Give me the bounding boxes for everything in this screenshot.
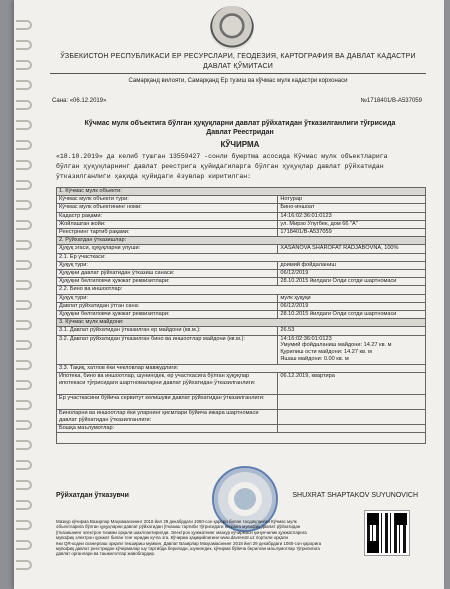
table-row: Ҳуқуқ тури: доимий фойдаланиш — [57, 261, 426, 269]
footer-line: Мазкур кўчирма Вазирлар Маҳкамасининг 2018 йил 29 декабрдаги 1060-сон қарори билан тасдиқланган Кўчмас мулк — [56, 519, 297, 524]
registrar-name: SHUXRAT SHAPTAKOV SUYUNOVICH — [292, 492, 418, 499]
state-emblem-icon — [210, 6, 254, 50]
table-row: Ер участкасини бўйича сервитут келишуви давлат рўйхатидан ўтказилганлиги: — [57, 394, 426, 409]
footer-line: ўтказишнинг электрон тизими орқали шакллантирилди. Электрон ҳужжатнинг мазкур кўчирмаси қонунчилик ҳужжатларига — [56, 529, 307, 535]
table-row: Жойлашган жойи: ул. Мирзо Улугбек, дом 66 "А" — [57, 220, 426, 228]
registry-table — [56, 187, 426, 444]
table-row: Давлат рўйхатидан ўтган сана: 06/12/2019 — [57, 302, 426, 310]
table-row: Ҳуқуқ тури: мулк ҳуқуқи — [57, 294, 426, 302]
footer-line: мувофиқ электрон ҳужжат билан тенг юридик кучга эга. Кўчирма ҳақиқийлигини www.davreestr.uz портали орқали — [56, 535, 288, 541]
header-title: ЎЗБЕКИСТОН РЕСПУБЛИКАСИ ЕР РЕСУРСЛАРИ, ГЕОДЕЗИЯ, КАРТОГРАФИЯ ВА ДАВЛАТ КАДАСТРИ — [60, 53, 416, 60]
header-subtitle: Самарқанд вилояти, Самарқанд Ер тузиш ва кўчмас мулк кадастри корхонаси — [128, 78, 348, 84]
section-heading: 1. Кўчмас мулк объекти: — [57, 188, 426, 196]
table-row: Ҳуқуқни давлат рўйхатидан ўтказиш санаси: 06/12/2019 — [57, 270, 426, 278]
registrar-label: Рўйхатдан ўтказувчи — [56, 492, 129, 499]
intro-line: ўтказилганлиги ҳақида қуйидаги ёзувлар киритилган: — [56, 173, 252, 180]
table-row: Биноларни ва иншоотлар ёки уларнинг қисмлари бўйича ижара шартномаси давлат рўйхатидан ўтказилганлиги: — [57, 409, 426, 424]
area-cadastre: 14:16:02:36:01:0123 — [280, 335, 332, 342]
table-row: Ҳуқуқ эгаси, ҳуқуқларни улуши: XASANOVA SHAROFAT RADJABOVNA, 100% — [57, 245, 426, 253]
table-row: Ипотека, бино ва иншоотлар, шунингдек, ер участкасига бўлган ҳуқуқлар ипотекаси тўғрисидаги шартномаларни давлат рўйхатидан ўтказилганлиги: 06.12.2019, квартира — [57, 372, 426, 394]
table-row: Кўчмас мулк объекти тури: Нотурар — [57, 196, 426, 204]
footer-note — [56, 519, 348, 557]
footer-line: давлат органлари ва ташкилотлар жавобгардир. — [56, 551, 156, 557]
table-row: Кўчмас мулк объектининг номи: Бино-иншоат — [57, 204, 426, 212]
intro-paragraph — [56, 152, 428, 182]
footer-line: мувофиқ давлат реестридан кўчирмалар шу тартибда берилади, шунингдек, кўчирма бўйича берилган маълумотлар тўғрилигига — [56, 546, 320, 552]
section-heading: 3. Кўчмас мулк майдони: — [57, 319, 426, 327]
area-built: Қурилиш ости майдони: 14.27 кв. м — [280, 349, 372, 356]
table-row: Бошқа маълумотлар: — [57, 424, 426, 432]
header-title-line2: ДАВЛАТ ҚЎМИТАСИ — [203, 63, 273, 70]
section-heading: 2. Рўйхатдан ўтказишлар: — [57, 237, 426, 245]
table-row — [57, 433, 426, 444]
table-row: Ҳуқуқни белгиловчи ҳужжат реквизитлари: 28.10.2015 йилдаги Олди сотди шартномаси — [57, 278, 426, 286]
qr-code-icon — [364, 510, 410, 556]
table-row: 2.2. Бино ва иншоотлар: — [57, 286, 426, 294]
table-row: 3.1. Давлат рўйхатидан ўтказилган ер майдони (кв.м.): 26.53 — [57, 327, 426, 335]
document-date: Сана: «06.12.2019» — [52, 98, 107, 104]
table-row: 3.2. Давлат рўйхатидан ўтказилган бино ва иншоотлар майдони (кв.м.): 14:16:02:36:01:0123 Умумий фойдаланиш майдони: 14.27 кв. м Қурилиш ости майдони: 14.27 кв. м Яшаш майдони: 0.00 кв. м — [57, 335, 426, 364]
table-row: Реестрнинг тартиб рақами: 1718401/В-А537059 — [57, 229, 426, 237]
binder-rings — [14, 0, 36, 589]
footer-line: объектларига бўлган ҳуқуқларни давлат рўйхатидан ўтказиш тартиби тўғрисидаги низомга мувофиқ давлат рўйхатидан — [56, 524, 301, 530]
intro-line: «18.10.2019» да келиб тушган 13559427 -сонли буюртма асосида Кўчмас мулк объектларига — [56, 153, 388, 160]
area-living: Яшаш майдони: 0.00 кв. м — [280, 356, 349, 363]
table-row: 3.3. Тақиқ, хатлов ёки чекловлар мавжудлиги: — [57, 364, 426, 372]
document-page — [14, 0, 444, 589]
registry-number: №1718401/В-А537059 — [360, 98, 422, 104]
footer-line: ёки QR-кодни сканерлаш орқали текшириш мумкин. Давлат Вазирлар Маҳкамасининг 2018 йил 29 декабрдаги 1060-сон қарорига — [56, 540, 322, 546]
intro-line: бўлган ҳуқуқларнинг давлат реестрига қуйидагиларга бўлган ҳуқуқлар давлат рўйхатидан — [56, 163, 384, 170]
document-title-line2: Давлат Реестридан — [206, 129, 274, 136]
table-row: Кадастр рақами: 14:16:02:36:01:0123 — [57, 212, 426, 220]
table-row: Ҳуқуқни белгиловчи ҳужжат реквизитлари: 28.10.2015 йилдаги Олди сотди шартномаси — [57, 311, 426, 319]
header-divider — [50, 73, 426, 74]
area-total: Умумий фойдаланиш майдони: 14.27 кв. м — [280, 342, 392, 349]
document-heading: КЎЧИРМА — [220, 140, 260, 149]
table-row: 2.1. Ер участкаси: — [57, 253, 426, 261]
document-title: Кўчмас мулк объектига бўлган ҳуқуқларни давлат рўйхатидан ўтказилганлиги тўғрисида — [84, 120, 396, 127]
